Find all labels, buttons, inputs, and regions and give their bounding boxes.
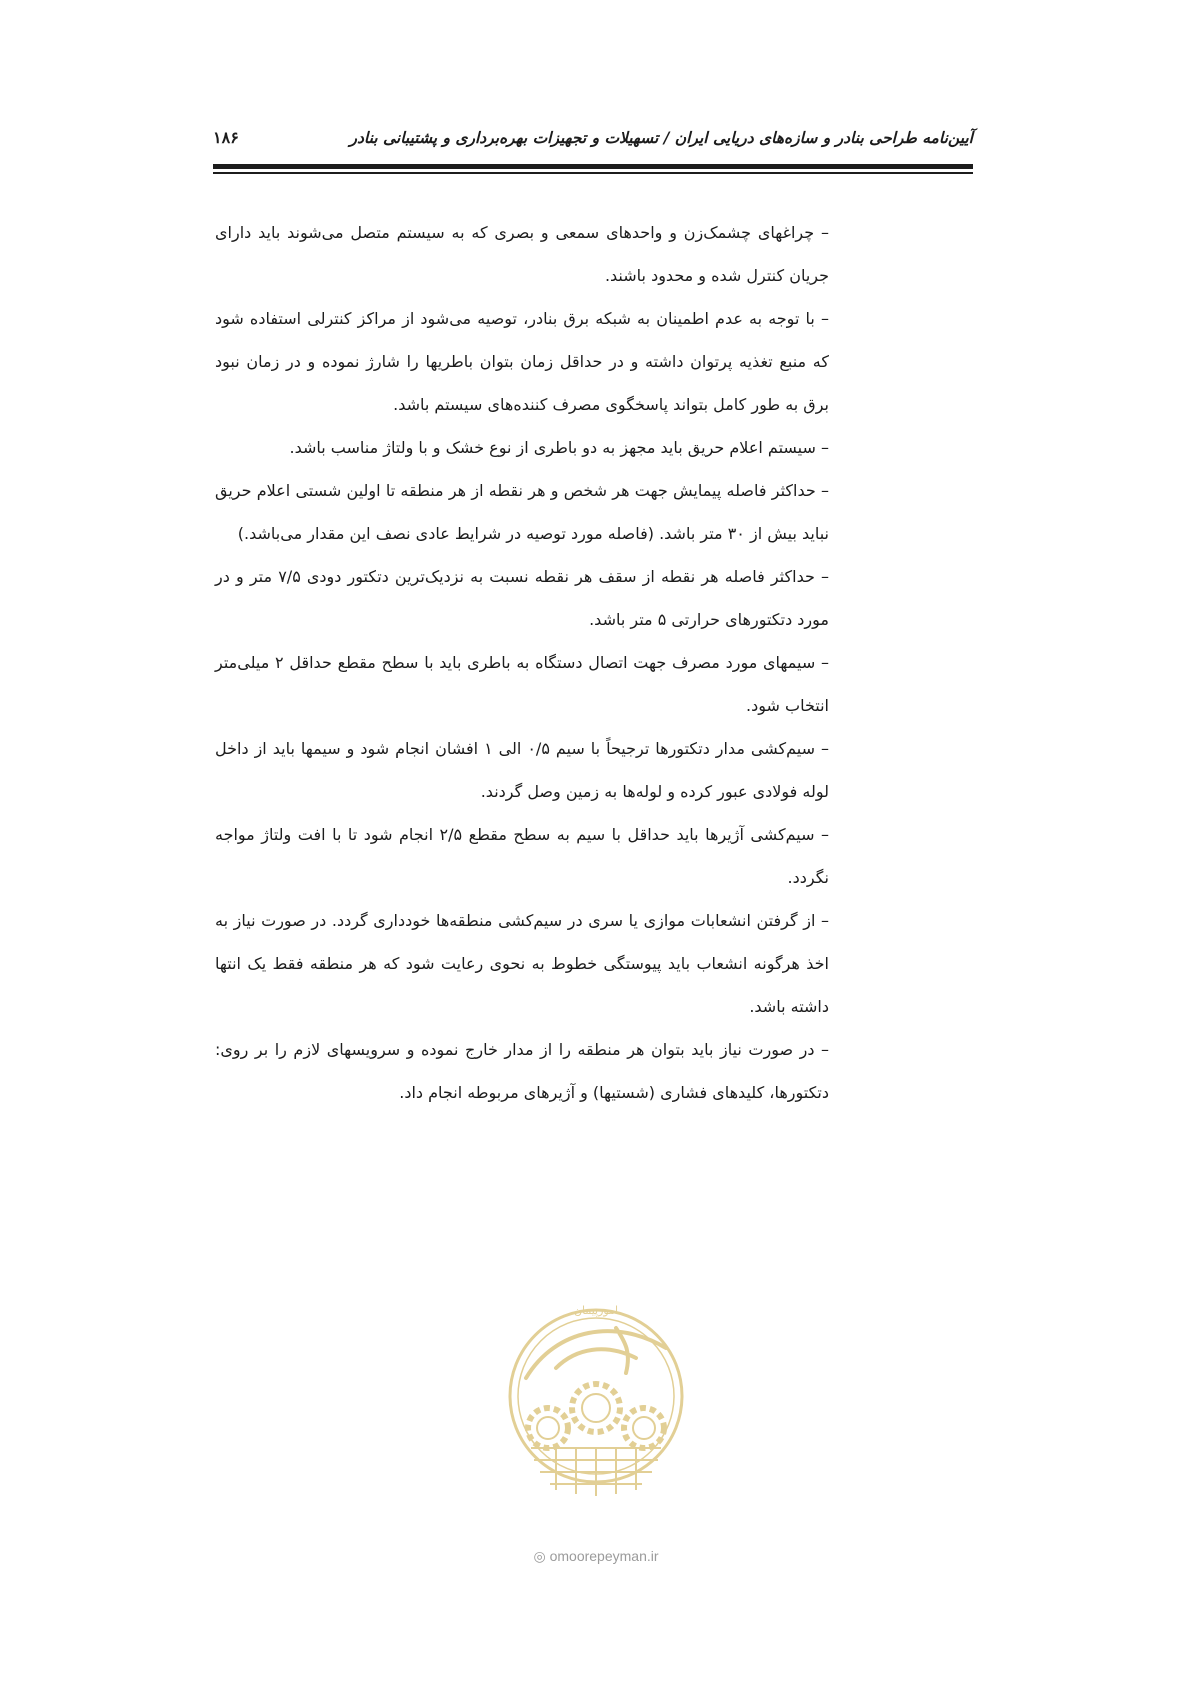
watermark-website: ◎ omoorepeyman.ir xyxy=(533,1548,659,1564)
paragraph: – سیمهای مورد مصرف جهت اتصال دستگاه به باطری باید با سطح مقطع حداقل ۲ میلی‌متر انتخاب شود. xyxy=(215,653,830,715)
logo-text: امورپیمان xyxy=(573,1304,619,1317)
running-title: آیین‌نامه طراحی بنادر و سازه‌های دریایی ایران / تسهیلات و تجهیزات بهره‌برداری و پشتیبانی بنادر xyxy=(349,128,973,147)
header-rule-thick xyxy=(213,164,973,169)
header-rule-thin xyxy=(213,172,973,174)
paragraph: – حداکثر فاصله هر نقطه از سقف هر نقطه نسبت به نزدیک‌ترین دتکتور دودی ۷/۵ متر و در مورد دتکتورهای حرارتی ۵ متر باشد. xyxy=(215,567,829,629)
paragraph: – با توجه به عدم اطمینان به شبکه برق بنادر، توصیه می‌شود از مراکز کنترلی استفاده شود که منبع تغذیه پرتوان داشته و در حداقل زمان بتوان باطریها را شارژ نموده و در زمان نبود برق به طور کامل بتواند پاسخگوی مصرف کننده‌های سیستم باشد. xyxy=(215,309,829,414)
paragraph: – از گرفتن انشعابات موازی یا سری در سیم‌کشی منطقه‌ها خودداری گردد. در صورت نیاز به اخذ هرگونه انشعاب باید پیوستگی خطوط به نحوی رعایت شود که هر منطقه فقط یک انتها داشته باشد. xyxy=(215,911,829,1016)
globe-icon: ◎ xyxy=(533,1548,546,1564)
page-number: ۱۸۶ xyxy=(213,128,239,147)
paragraph: – حداکثر فاصله پیمایش جهت هر شخص و هر نقطه از هر منطقه تا اولین شستی اعلام حریق نباید بیش از ۳۰ متر باشد. (فاصله مورد توصیه در شرایط عادی نصف این مقدار می‌باشد.) xyxy=(215,481,829,543)
watermark-logo xyxy=(496,1298,696,1510)
paragraph: – سیستم اعلام حریق باید مجهز به دو باطری از نوع خشک و با ولتاژ مناسب باشد. xyxy=(289,438,829,457)
paragraph: – چراغهای چشمک‌زن و واحدهای سمعی و بصری که به سیستم متصل می‌شوند باید دارای جریان کنترل شده و محدود باشند. xyxy=(215,223,829,285)
paragraph: – سیم‌کشی مدار دتکتورها ترجیحاً با سیم ۰/۵ الی ۱ افشان انجام شود و سیمها باید از داخل لوله فولادی عبور کرده و لوله‌ها به زمین وصل گردند. xyxy=(215,739,830,801)
body-text xyxy=(215,211,829,1114)
paragraph: – سیم‌کشی آژیرها باید حداقل با سیم به سطح مقطع ۲/۵ انجام شود تا با افت ولتاژ مواجه نگردد. xyxy=(215,825,829,887)
paragraph: – در صورت نیاز باید بتوان هر منطقه را از مدار خارج نموده و سرویسهای لازم را بر روی: دتکتورها، کلیدهای فشاری (شستیها) و آژیرهای مربوطه انجام داد. xyxy=(215,1040,829,1102)
page-header xyxy=(213,128,973,154)
